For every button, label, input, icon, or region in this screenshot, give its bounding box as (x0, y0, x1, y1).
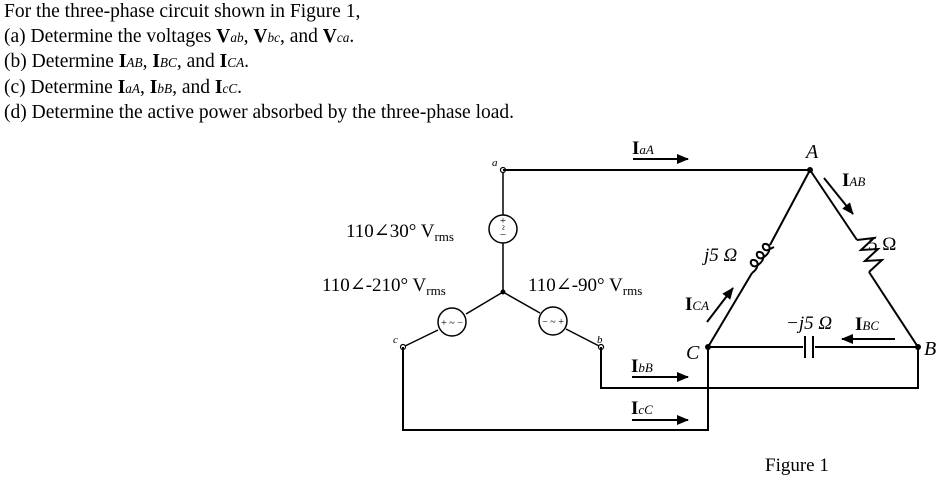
wire-c-outer (403, 330, 438, 347)
label-ICA: ICA (685, 294, 710, 315)
impedance-CA-label: j5 Ω (704, 245, 738, 266)
wye-source (403, 170, 601, 347)
label-node-a: a (492, 157, 498, 169)
arrow-ICA (707, 288, 733, 322)
neutral-node (501, 290, 506, 295)
wire-AB-2 (869, 272, 918, 347)
svg-text:~: ~ (497, 225, 508, 231)
inductor-CA-icon (751, 244, 774, 273)
label-node-B: B (924, 338, 937, 360)
impedance-BC-label: −j5 Ω (786, 313, 833, 334)
svg-text:−: − (499, 229, 507, 241)
svg-text:− ~ +: − ~ + (542, 317, 564, 328)
node-C-dot (705, 344, 711, 350)
source-b-label: 110∠-90° $V_{rms}$ (528, 275, 643, 298)
label-IBC: IBC (855, 314, 880, 335)
label-IAB: IAB (842, 170, 866, 191)
label-node-C: C (686, 342, 700, 364)
source-c-label: 110∠-210° $V_{rms}$ (322, 275, 446, 298)
wire-CA-2 (770, 170, 810, 245)
label-node-b: b (597, 334, 603, 346)
wire-c-inner (466, 292, 503, 314)
problem-part-a: (a) Determine the voltages Vab, Vbc, and Vca. (4, 25, 355, 47)
problem-intro: For the three-phase circuit shown in Figure 1, (4, 1, 361, 22)
node-B-dot (915, 344, 921, 350)
wire-CA-1 (708, 273, 752, 347)
label-IbB: IbB (631, 356, 653, 377)
wire-b-outer (566, 329, 601, 347)
svg-text:+: + (499, 215, 507, 227)
problem-part-d: (d) Determine the active power absorbed by the three-phase load. (4, 102, 515, 124)
problem-part-c: (c) Determine IaA, IbB, and IcC. (4, 76, 243, 98)
node-A-dot (807, 167, 813, 173)
figure-caption: Figure 1 (765, 455, 829, 476)
source-a-label: 110∠30° $V_{rms}$ (346, 221, 454, 244)
impedance-AB-label: 5 Ω (868, 234, 897, 255)
label-IaA: IaA (632, 138, 654, 159)
label-node-c: c (393, 334, 398, 346)
label-IcC: IcC (631, 398, 653, 419)
svg-text:+ ~ −: + ~ − (441, 318, 463, 329)
label-node-A: A (806, 141, 819, 163)
problem-part-b: (b) Determine IAB, IBC, and ICA. (4, 51, 250, 73)
